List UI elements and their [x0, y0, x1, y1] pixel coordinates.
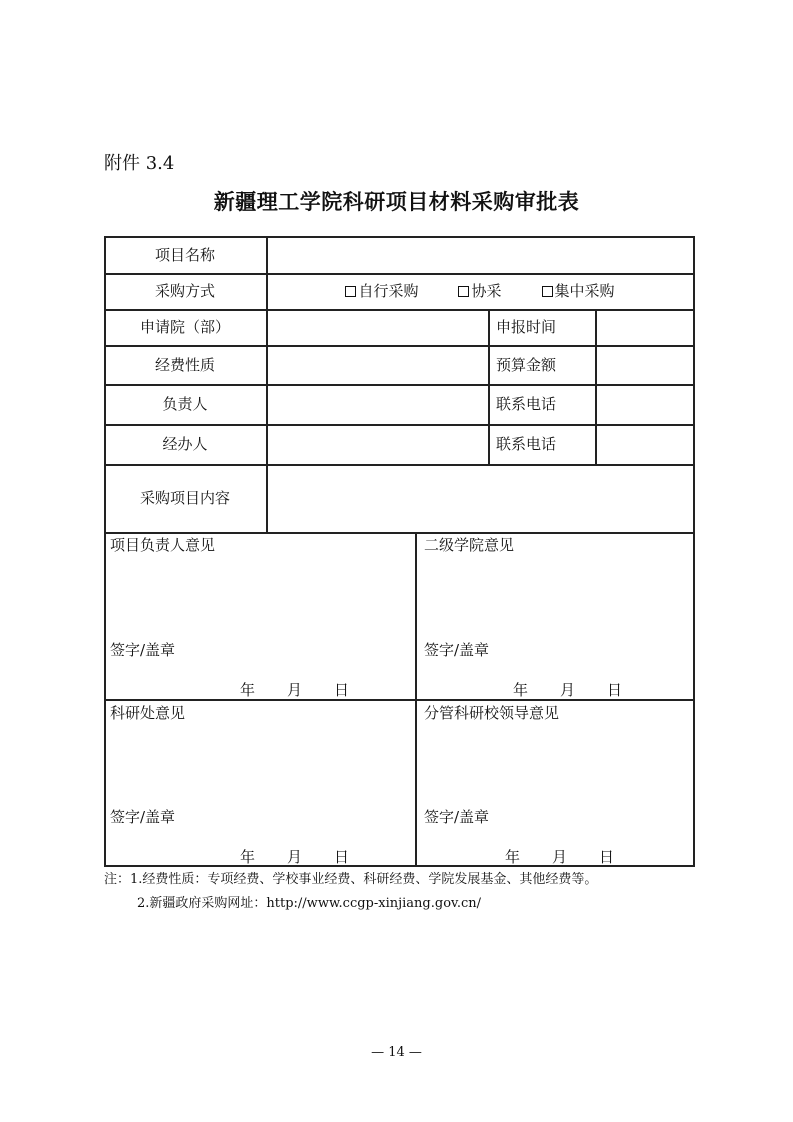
project-name-field[interactable] [267, 236, 693, 273]
document-title: 新疆理工学院科研项目材料采购审批表 [213, 190, 580, 214]
month-label: 月 [560, 681, 576, 699]
vice-president-opinion-label: 分管科研校领导意见 [424, 704, 560, 722]
option-joint-procurement[interactable]: 协采 [458, 282, 501, 300]
sign-seal-label: 签字/盖章 [424, 641, 490, 659]
budget-amount-field[interactable] [596, 345, 693, 384]
procurement-method-label: 采购方式 [154, 282, 215, 300]
handler-label: 经办人 [162, 435, 208, 453]
handler-field[interactable] [267, 424, 488, 464]
sign-seal-label: 签字/盖章 [110, 808, 176, 826]
contact-phone-field[interactable] [596, 384, 693, 424]
person-in-charge-label: 负责人 [162, 395, 208, 413]
procurement-method-options [267, 273, 693, 309]
note-procurement-website: 2.新疆政府采购网址：http://www.ccgp-xinjiang.gov.cn/ [137, 896, 481, 911]
year-label: 年 [513, 681, 529, 699]
applicant-dept-label: 申请院（部） [139, 318, 230, 336]
sign-seal-label: 签字/盖章 [424, 808, 490, 826]
procurement-content-label: 采购项目内容 [139, 489, 230, 507]
year-label: 年 [240, 848, 256, 866]
date-line [505, 846, 614, 867]
handler-contact-phone-field[interactable] [596, 424, 693, 464]
option-self-procurement[interactable]: 自行采购 [345, 282, 418, 300]
day-label: 日 [599, 848, 615, 866]
note-funding-nature: 注：1.经费性质：专项经费、学校事业经费、科研经费、学院发展基金、其他经费等。 [104, 872, 598, 887]
date-line [513, 679, 622, 700]
checkbox-icon[interactable] [542, 286, 553, 297]
checkbox-icon[interactable] [345, 286, 356, 297]
month-label: 月 [287, 681, 303, 699]
opinion-column-divider [415, 532, 417, 865]
funding-nature-field[interactable] [267, 345, 488, 384]
project-leader-opinion-label: 项目负责人意见 [110, 536, 216, 554]
year-label: 年 [505, 848, 521, 866]
attachment-label: 附件 3.4 [104, 153, 175, 174]
day-label: 日 [607, 681, 623, 699]
contact-phone-label: 联系电话 [496, 395, 557, 413]
option-centralized-procurement[interactable]: 集中采购 [542, 282, 615, 300]
project-name-label: 项目名称 [154, 245, 215, 264]
approval-form-table [104, 236, 694, 866]
budget-amount-label: 预算金额 [496, 355, 557, 374]
day-label: 日 [334, 848, 350, 866]
funding-nature-label: 经费性质 [154, 355, 215, 374]
checkbox-icon[interactable] [458, 286, 469, 297]
report-time-field[interactable] [596, 309, 693, 345]
research-office-opinion-label: 科研处意见 [110, 704, 186, 722]
college-opinion-label: 二级学院意见 [424, 536, 515, 554]
report-time-label: 申报时间 [496, 318, 557, 336]
date-line [240, 846, 349, 867]
year-label: 年 [240, 681, 256, 699]
day-label: 日 [334, 681, 350, 699]
column-divider [488, 309, 490, 464]
sign-seal-label: 签字/盖章 [110, 641, 176, 659]
procurement-content-field[interactable] [267, 464, 693, 532]
table-border-right [693, 236, 695, 867]
applicant-dept-field[interactable] [267, 309, 488, 345]
page-number: — 14 — [371, 1045, 422, 1060]
handler-contact-phone-label: 联系电话 [496, 435, 557, 453]
person-in-charge-field[interactable] [267, 384, 488, 424]
month-label: 月 [552, 848, 568, 866]
month-label: 月 [287, 848, 303, 866]
date-line [240, 679, 349, 700]
